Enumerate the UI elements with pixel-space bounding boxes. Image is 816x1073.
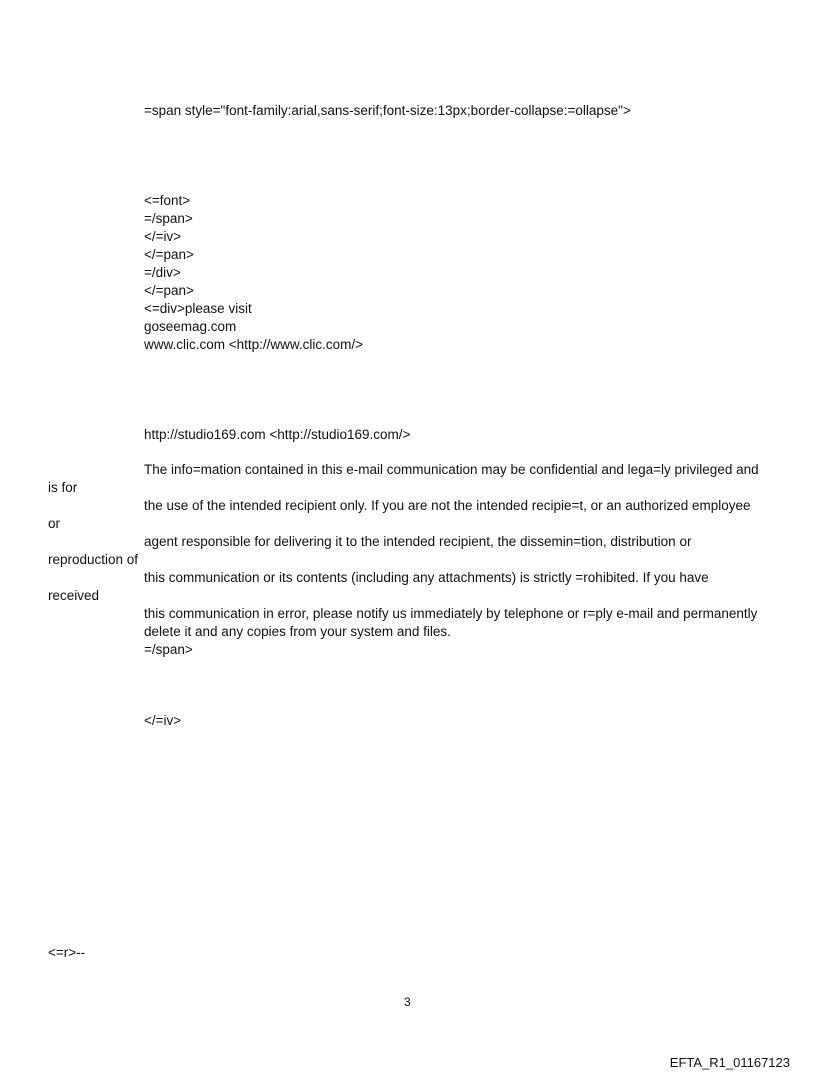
- div-close-line: =/div>: [144, 265, 181, 280]
- pan-close-line: </=pan>: [144, 247, 194, 262]
- font-close-line: <=font>: [144, 193, 191, 208]
- please-visit-line: <=div>please visit: [144, 301, 252, 316]
- disclaimer-line-3: agent responsible for delivering it to the intended recipient, the dissemin=tion, distribution or: [144, 534, 692, 549]
- iv-close-line-2: </=iv>: [144, 713, 182, 728]
- studio-link-line: http://studio169.com <http://studio169.com/>: [144, 427, 411, 442]
- disclaimer-line-1: The info=mation contained in this e-mail communication may be confidential and lega=ly privileged and: [144, 462, 759, 477]
- iv-close-line: </=iv>: [144, 229, 182, 244]
- disclaimer-line-6: delete it and any copies from your system and files.: [144, 624, 451, 639]
- pan-close-line-2: </=pan>: [144, 283, 194, 298]
- disclaimer-wrap-3: reproduction of: [48, 552, 139, 567]
- disclaimer-wrap-1: is for: [48, 480, 78, 495]
- span-style-line: =span style="font-family:arial,sans-serif;font-size:13px;border-collapse:=ollapse">: [144, 103, 631, 118]
- br-marker-line: <=r>--: [48, 945, 86, 960]
- disclaimer-line-2: the use of the intended recipient only. If you are not the intended recipie=t, or an authorized employee: [144, 498, 751, 513]
- page-number: 3: [404, 995, 411, 1009]
- span-close-line: =/span>: [144, 211, 193, 226]
- disclaimer-wrap-2: or: [48, 516, 61, 531]
- disclaimer-line-5: this communication in error, please notify us immediately by telephone or r=ply e-mail and permanently: [144, 606, 758, 621]
- disclaimer-wrap-4: received: [48, 588, 100, 603]
- goseemag-line: goseemag.com: [144, 319, 237, 334]
- disclaimer-span-close: =/span>: [144, 642, 193, 657]
- document-id: EFTA_R1_01167123: [669, 1055, 790, 1070]
- clic-link-line: www.clic.com <http://www.clic.com/>: [144, 337, 364, 352]
- disclaimer-line-4: this communication or its contents (including any attachments) is strictly =rohibited. If you have: [144, 570, 709, 585]
